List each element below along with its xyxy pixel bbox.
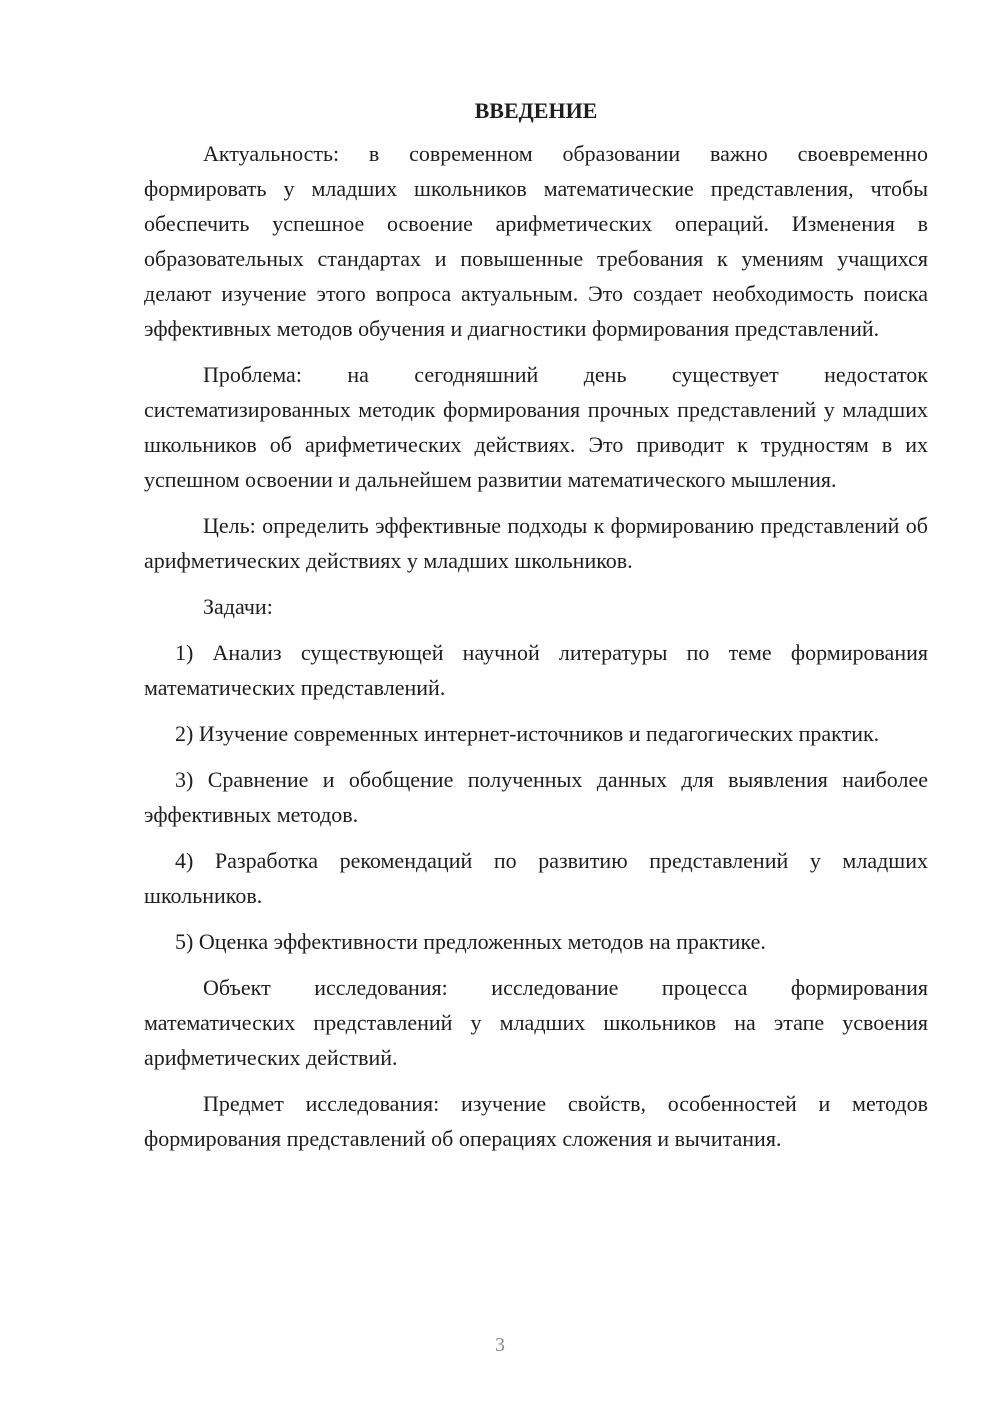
task-item-4: 4) Разработка рекомендаций по развитию представлений у младших школьников. xyxy=(144,848,928,908)
tasks-heading: Задачи: xyxy=(203,594,273,619)
object-paragraph: Объект исследования: исследование процесса формирования математических представлений у младших школьников на этапе усвоения арифметических действий. xyxy=(144,975,928,1070)
task-item-1: 1) Анализ существующей научной литературы по теме формирования математических представлений. xyxy=(144,640,928,700)
page-content xyxy=(144,98,928,1167)
problem-paragraph: Проблема: на сегодняшний день существует недостаток систематизированных методик формирования прочных представлений у младших школьников об арифметических действиях. Это приводит к трудностям в их успешном освоении и дальнейшем развитии математического мышления. xyxy=(144,362,928,492)
page-number: 3 xyxy=(495,1334,505,1356)
task-item-2: 2) Изучение современных интернет-источников и педагогических практик. xyxy=(175,721,880,746)
section-title: ВВЕДЕНИЕ xyxy=(474,98,598,123)
goal-paragraph: Цель: определить эффективные подходы к формированию представлений об арифметических действиях у младших школьников. xyxy=(144,513,928,573)
subject-paragraph: Предмет исследования: изучение свойств, особенностей и методов формирования представлений об операциях сложения и вычитания. xyxy=(144,1091,928,1151)
relevance-paragraph: Актуальность: в современном образовании важно своевременно формировать у младших школьников математические представления, чтобы обеспечить успешное освоение арифметических операций. Изменения в образовательных стандартах и повышенные требования к умениям учащихся делают изучение этого вопроса актуальным. Это создает необходимость поиска эффективных методов обучения и диагностики формирования представлений. xyxy=(144,141,928,341)
task-item-3: 3) Сравнение и обобщение полученных данных для выявления наиболее эффективных методов. xyxy=(144,767,928,827)
task-item-5: 5) Оценка эффективности предложенных методов на практике. xyxy=(175,929,766,954)
